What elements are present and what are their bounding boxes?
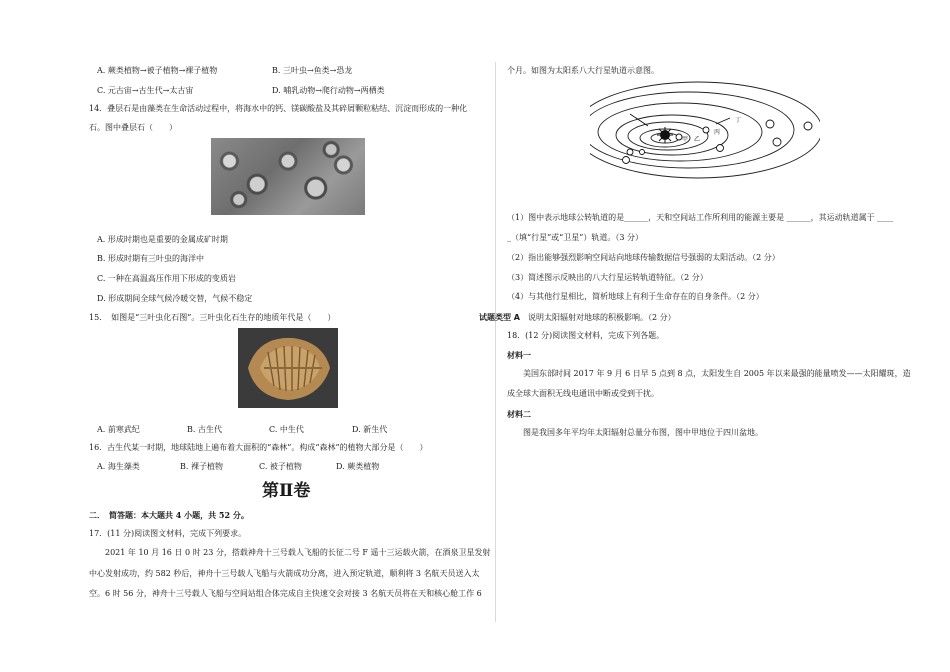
section-heading: 二． 简答题：本大题共 4 小题，共 52 分。: [89, 510, 249, 520]
q17-stem: 17．(11 分)阅读图文材料，完成下列要求。: [89, 529, 247, 538]
label-bing: 丙: [714, 129, 721, 136]
material2-title: 材料二: [507, 409, 531, 419]
label-ding: 丁: [735, 117, 742, 124]
q16-option-d: D. 蕨类植物: [336, 462, 380, 471]
q13-option-b: B. 三叶虫→鱼类→恐龙: [272, 66, 353, 75]
label-yi: 乙: [694, 136, 701, 143]
q17-intro: 个月。如图为太阳系八大行星轨道示意图。: [507, 66, 659, 75]
q15-option-c: C. 中生代: [269, 425, 304, 434]
q14-stem-line1: 14．叠层石是由藻类在生命活动过程中，将海水中的钙、镁碳酸盐及其碎屑颗粒粘结、沉淀而形成的一种化: [89, 104, 468, 113]
material1-line2: 成全球大面积无线电通讯中断或受到干扰。: [507, 389, 659, 398]
q17-sub5: 说明太阳辐射对地球的积极影响。（2 分）: [528, 313, 676, 322]
q17-material-line1: 2021 年 10 月 16 日 0 时 23 分，搭载神舟十三号载人飞船的长征二号 F 遥十三运载火箭，在酒泉卫星发射: [105, 548, 491, 557]
q17-material-line2: 中心发射成功，约 582 秒后，神舟十三号载人飞船与火箭成功分离，进入预定轨道，顺利将 3 名航天员送入太: [89, 569, 480, 578]
q17-sub3: （3）简述图示反映出的八大行星运转轨道特征。（2 分）: [507, 273, 708, 282]
q13-option-d: D. 哺乳动物→爬行动物→两栖类: [272, 86, 385, 95]
material2-line: 图是我国多年平均年太阳辐射总量分布图，图中甲地位于四川盆地。: [523, 428, 763, 437]
label-jia: 甲: [682, 136, 689, 143]
q16-stem: 16．古生代某一时期，地球陆地上遍布着大面积的“森林”。构成“森林”的植物大部分是（ ）: [89, 443, 428, 452]
q17-sub4: （4）与其他行星相比，简析地球上有利于生命存在的自身条件。（2 分）: [507, 292, 764, 301]
q16-option-c: C. 被子植物: [259, 462, 302, 471]
column-divider: [495, 62, 496, 622]
material1-line1: 美国东部时间 2017 年 9 月 6 日早 5 点到 8 点，太阳发生自 2005 年以来最强的能量喷发——太阳耀斑，造: [523, 369, 911, 378]
q14-stem-line2: 石。图中叠层石（ ）: [89, 123, 177, 132]
q14-option-b: B. 形成时期有三叶虫的海洋中: [97, 254, 204, 263]
q17-sub1-line2: _（填“行星”或“卫星”）轨道。（3 分）: [507, 233, 643, 242]
q14-option-c: C. 一种在高温高压作用下形成的变质岩: [97, 274, 236, 283]
q15-option-b: B. 古生代: [187, 425, 222, 434]
q13-option-c: C. 元古宙→古生代→太古宙: [97, 86, 194, 95]
solar-system-diagram: [590, 80, 820, 190]
q17-material-line3: 空。6 时 56 分，神舟十三号载人飞船与空间站组合体完成自主快速交会对接 3 名航天员将在天和核心舱工作 6: [89, 589, 482, 598]
q18-stem: 18．(12 分)阅读图文材料，完成下列各题。: [507, 331, 665, 340]
section-title: 第Ⅱ卷: [262, 481, 311, 501]
q14-option-d: D. 形成期间全球气候冷暖交替，气候不稳定: [97, 294, 253, 303]
q15-option-a: A. 前寒武纪: [97, 425, 140, 434]
q17-sub1-line1: （1）图中表示地球公转轨道的是______，天和空间站工作所利用的能源主要是 ______，其运动轨道属于 ____: [507, 213, 894, 222]
material1-title: 材料一: [507, 350, 531, 360]
q15-option-d: D. 新生代: [352, 425, 388, 434]
stromatolite-photo: [211, 138, 365, 215]
q17-sub2: （2）指出能够强烈影响空间站向地球传输数据信号强弱的太阳活动。（2 分）: [507, 253, 780, 262]
q14-option-a: A. 形成时期也是重要的金属成矿时期: [97, 235, 228, 244]
trilobite-fossil-photo: [238, 328, 338, 408]
q15-stem: 15． 如图是“三叶虫化石图”。三叶虫化石生存的地质年代是（ ）: [89, 313, 336, 322]
q16-option-b: B. 裸子植物: [180, 462, 223, 471]
q13-option-a: A. 蕨类植物→被子植物→裸子植物: [97, 66, 218, 75]
q16-option-a: A. 海生藻类: [97, 462, 140, 471]
question-type-label: 试题类型 A: [479, 313, 520, 322]
